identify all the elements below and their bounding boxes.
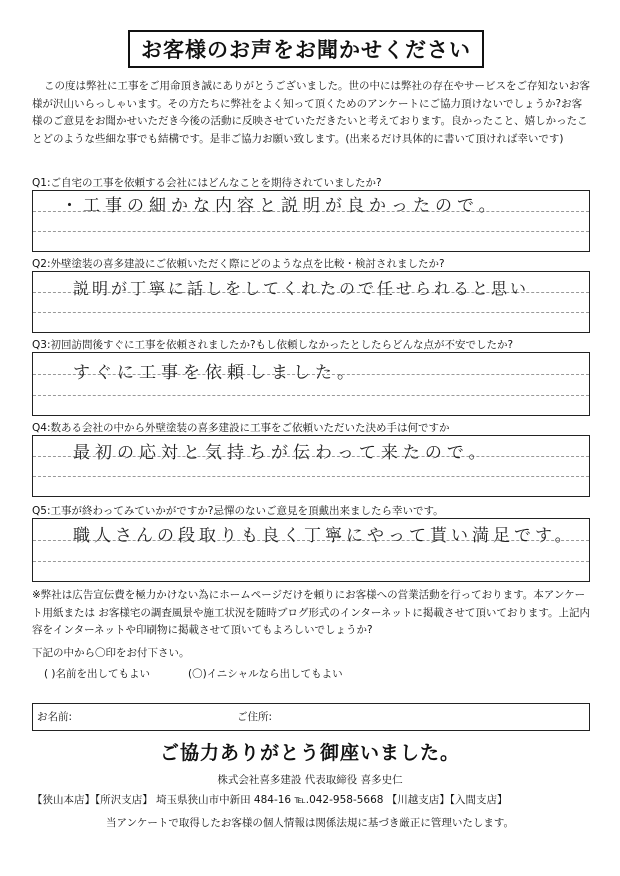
question-1-answer-box: [32, 190, 590, 252]
question-4-label: Q4:数ある会社の中から外壁塗装の喜多建設に工事をご依頼いただいた決め手は何ですか: [32, 422, 450, 434]
option-mark: ( ): [44, 668, 56, 680]
question-3-answer: すぐに工事を依頼しました。: [73, 363, 359, 383]
address-field-label: ご住所:: [237, 711, 273, 723]
question-5-answer: 職人さんの段取りも良く丁寧にやって貰い満足です。: [73, 526, 576, 546]
option-name-ok[interactable]: [44, 666, 150, 681]
intro-paragraph: この度は弊社に工事をご用命頂き誠にありがとうございました。世の中には弊社の存在やサービスをご存知ないお客様が沢山いらっしゃいます。その方たちに弊社をよく知って頂くためのアンケートにご協力頂けないでしょうか?お客様のご意見をお聞かせいただき今後の活動に反映させていただきたいと考えております。良かったこと、嬉しかったことどのような些細な事でも結構です。是非ご協力お願い致します。(出来るだけ具体的に書いて頂ければ幸いです): [32, 80, 590, 145]
question-4-answer: 最初の応対と気持ちが伝わって来たので。: [73, 443, 491, 463]
ruled-line: [33, 476, 589, 477]
question-1-label: Q1:ご自宅の工事を依頼する会社にはどんなことを期待されていましたか?: [32, 177, 382, 189]
question-4-answer-box: [32, 435, 590, 497]
question-2-label: Q2:外壁塗装の喜多建設にご依頼いただく際にどのような点を比較・検討されましたか?: [32, 258, 445, 270]
ruled-line: [33, 312, 589, 313]
publication-notice: ※弊社は広告宣伝費を極力かけない為にホームページだけを頼りにお客様への営業活動を行っております。本アンケート用紙または お客様宅の調査風景や施工状況を随時ブログ形式のインターネットに掲載させて頂いております。上記内容をインターネットや印刷物に掲載させて頂いてもよろしいでしょうか?: [32, 589, 591, 636]
question-5-label: Q5:工事が終わってみていかがですか?忌憚のないご意見を頂戴出来ましたら幸いです。: [32, 505, 444, 517]
question-2-answer-box: [32, 271, 590, 333]
question-3-answer-box: [32, 352, 590, 416]
question-3-label: Q3:初回訪問後すぐに工事を依頼されましたか?もし依頼しなかったとしたらどんな点が不安でしたか?: [32, 339, 514, 351]
name-field[interactable]: [75, 704, 235, 730]
name-field-label: お名前:: [37, 711, 73, 723]
question-2-answer: 説明が丁寧に話しをしてくれたので任せられると思い: [73, 279, 530, 298]
question-5-answer-box: [32, 518, 590, 582]
address-field[interactable]: [277, 704, 585, 730]
privacy-footer: 当アンケートで取得したお客様の個人情報は関係法規に基づき厳正に管理いたします。: [105, 817, 515, 829]
branch-list: 【狭山本店】【所沢支店】 埼玉県狭山市中新田 484-16 ℡.042-958-5668 【川越支店】【入間支店】: [32, 794, 508, 806]
option-mark: (〇): [188, 668, 207, 680]
page-title: お客様のお声をお聞かせください: [128, 30, 484, 68]
ruled-line: [33, 231, 589, 232]
contact-form-row: [32, 703, 590, 731]
ruled-line: [33, 561, 589, 562]
option-label: イニシャルなら出してもよい: [206, 668, 343, 680]
company-name: 株式会社喜多建設 代表取締役 喜多史仁: [217, 774, 403, 786]
thanks-message: ご協力ありがとう御座いました。: [159, 742, 460, 764]
option-label: 名前を出してもよい: [55, 668, 151, 680]
ruled-line: [33, 395, 589, 396]
question-1-answer: ・工事の細かな内容と説明が良かったので。: [61, 196, 501, 216]
choice-instruction: 下記の中から〇印をお付下さい。: [32, 647, 190, 659]
option-initials-ok[interactable]: [188, 666, 343, 681]
